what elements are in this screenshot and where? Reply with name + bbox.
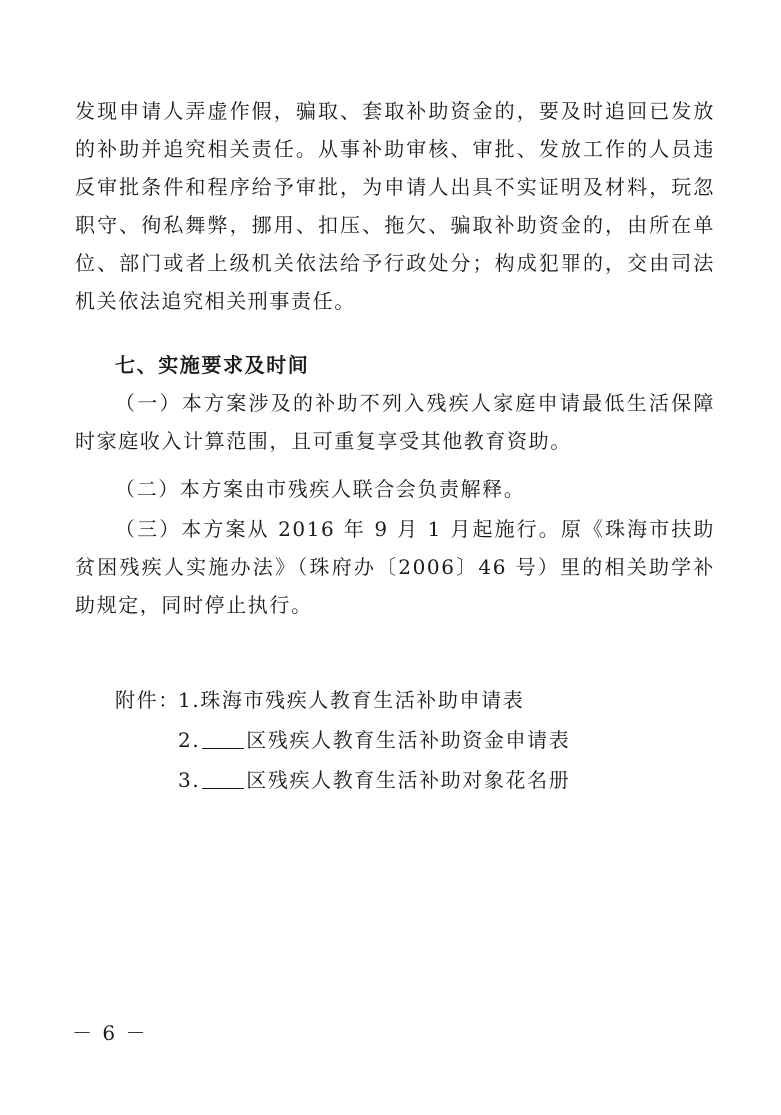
fill-in-blank bbox=[202, 787, 244, 789]
fill-in-blank bbox=[202, 747, 244, 749]
attachments-label: 附件： bbox=[115, 688, 180, 712]
attachment-title: 区残疾人教育生活补助资金申请表 bbox=[246, 728, 571, 752]
attachment-number: 2. bbox=[178, 728, 201, 752]
paragraph-3: （三）本方案从 2016 年 9 月 1 月起施行。原《珠海市扶助贫困残疾人实施办法》（珠府办〔2006〕46 号）里的相关助学补助规定，同时停止执行。 bbox=[75, 517, 715, 617]
opening-paragraph: 发现申请人弄虚作假，骗取、套取补助资金的，要及时追回已发放的补助并追究相关责任。从事补助审核、审批、发放工作的人员违反审批条件和程序给予审批，为申请人出具不实证明及材料，玩忽职守、徇私舞弊，挪用、扣压、拖欠、骗取补助资金的，由所在单位、部门或者上级机关依法给予行政处分；构成犯罪的，交由司法机关依法追究相关刑事责任。 bbox=[75, 99, 715, 313]
attachment-item-1 bbox=[178, 681, 524, 719]
attachment-number: 3. bbox=[178, 768, 201, 792]
attachment-title: 珠海市残疾人教育生活补助申请表 bbox=[200, 688, 525, 712]
attachment-title: 区残疾人教育生活补助对象花名册 bbox=[246, 768, 571, 792]
page-number: － 6 － bbox=[72, 1021, 148, 1045]
paragraph-1: （一）本方案涉及的补助不列入残疾人家庭申请最低生活保障时家庭收入计算范围，且可重复享受其他教育资助。 bbox=[75, 391, 715, 453]
attachment-item-3 bbox=[178, 761, 570, 799]
attachment-item-2 bbox=[178, 721, 570, 759]
paragraph-2: （二）本方案由市残疾人联合会负责解释。 bbox=[115, 477, 526, 501]
section-heading: 七、实施要求及时间 bbox=[115, 353, 310, 377]
attachment-number: 1. bbox=[178, 688, 201, 712]
